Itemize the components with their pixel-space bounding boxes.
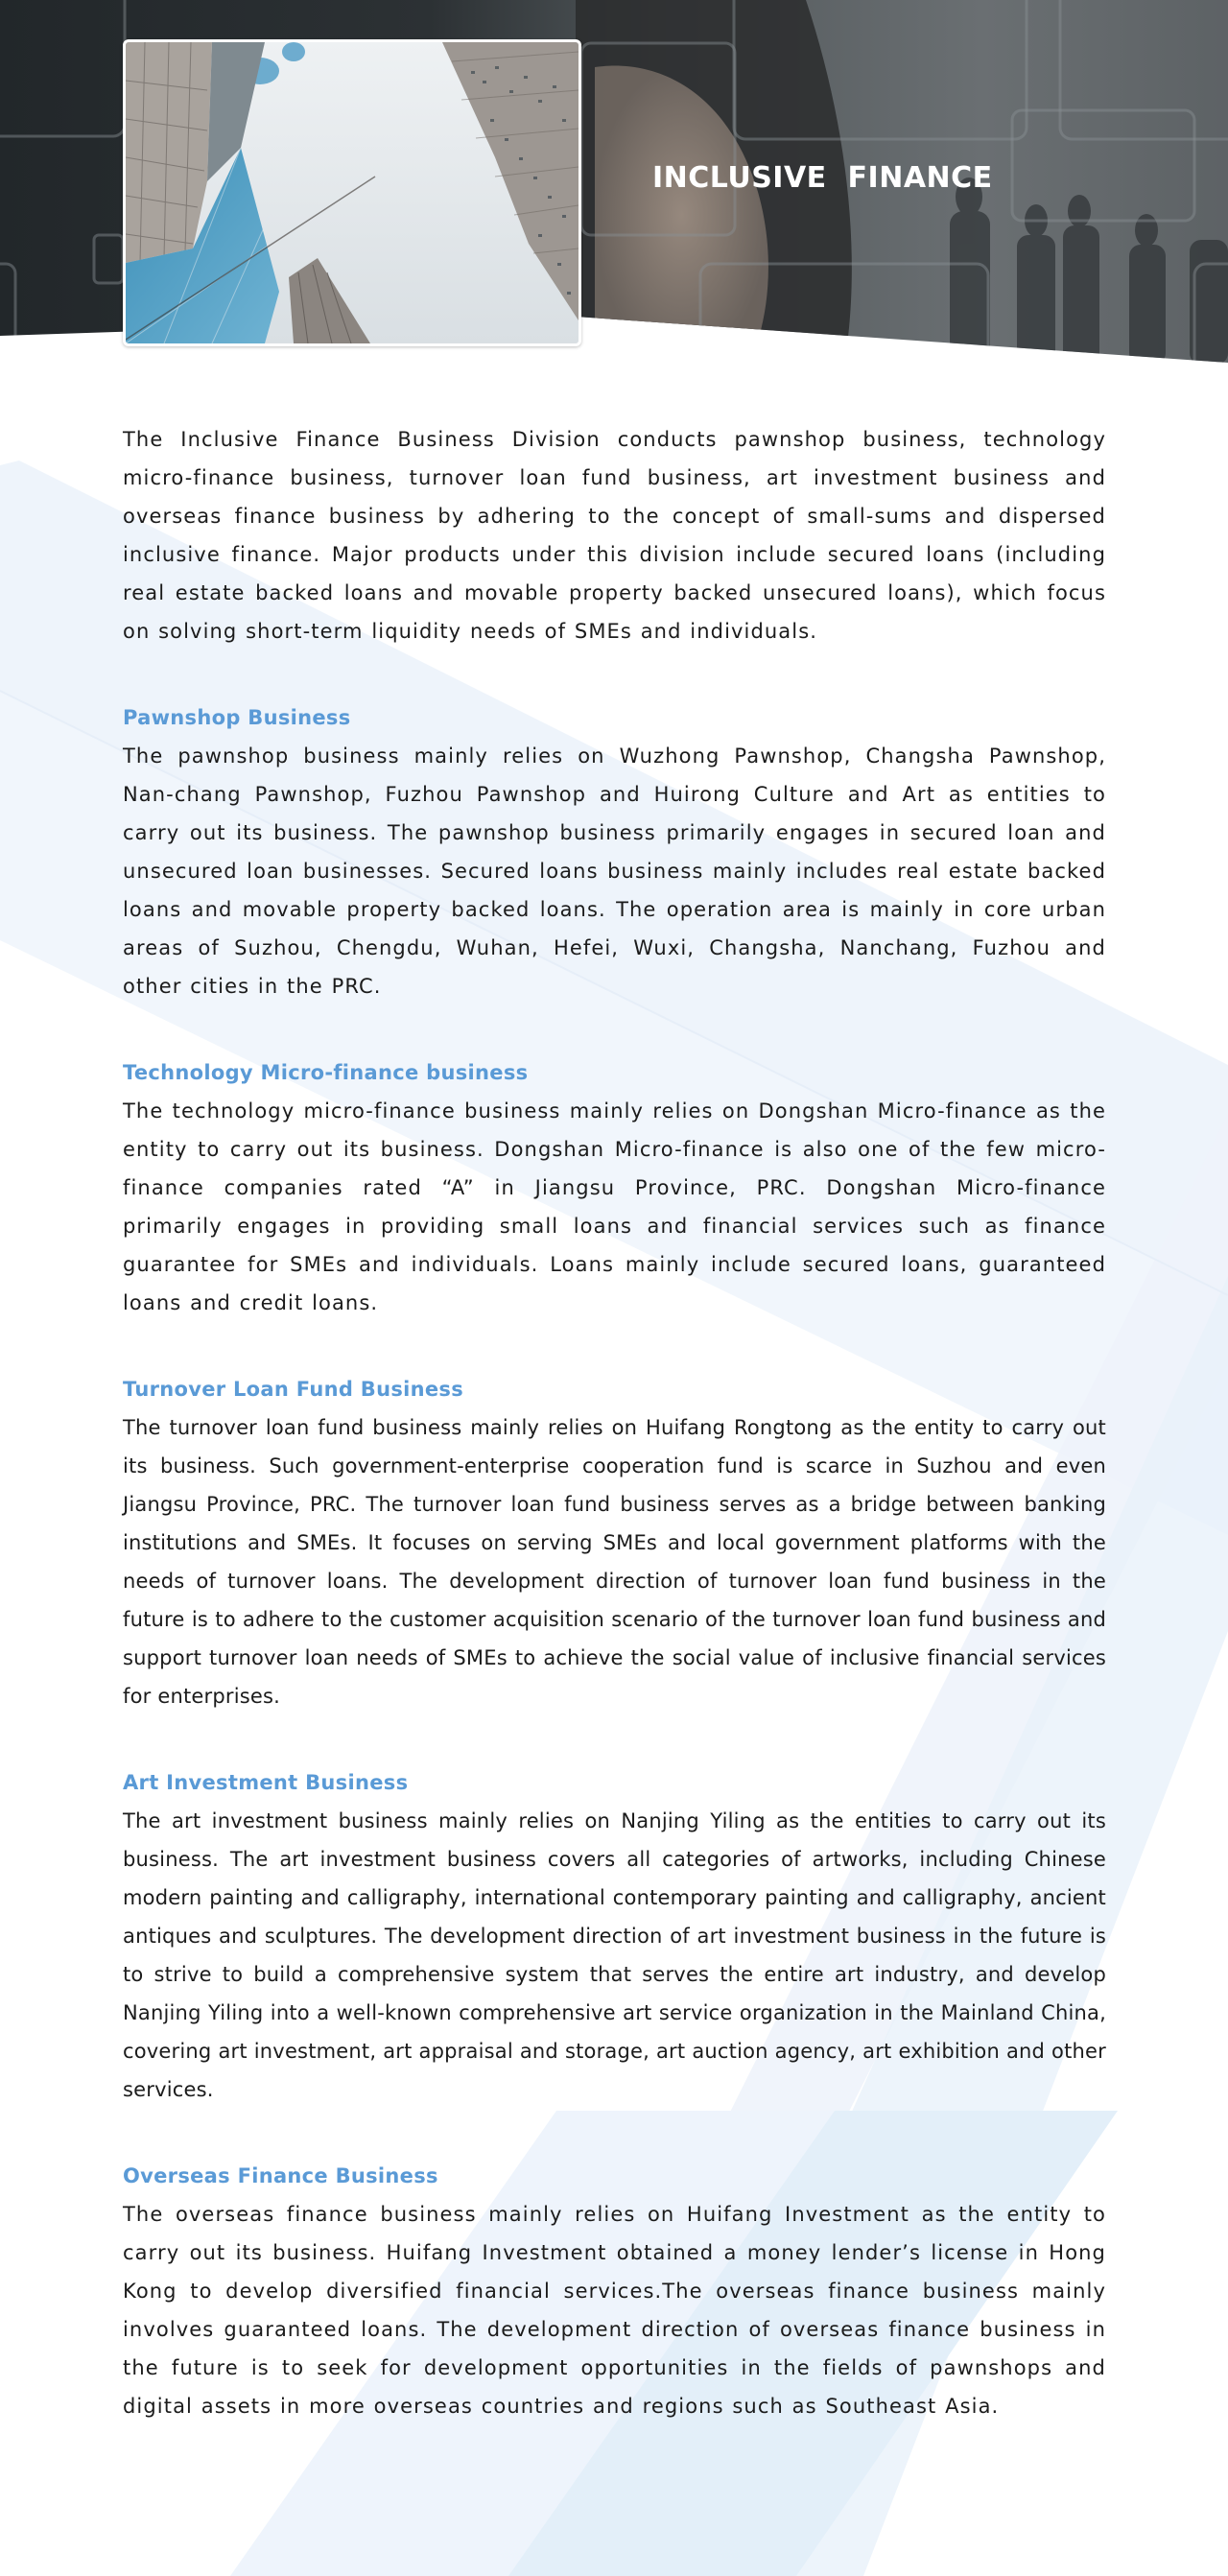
section-turnover-loan-fund bbox=[123, 1370, 1106, 1715]
main-content bbox=[123, 420, 1106, 2425]
section-title: Pawnshop Business bbox=[123, 706, 351, 729]
section-pawnshop bbox=[123, 698, 1106, 1005]
banner-title: INCLUSIVE FINANCE bbox=[652, 161, 993, 195]
intro-paragraph: The Inclusive Finance Business Division conducts pawnshop business, technology micro-finance business, turnover loan fund business, art investment business and overseas finance business by adhering to the concept of small-sums and dispersed inclusive finance. Major products under this division include secured loans (including real estate backed loans and movable property backed unsecured loans), which focus on solving short-term liquidity needs of SMEs and individuals. bbox=[123, 428, 1106, 643]
skyscrapers-photo-icon bbox=[126, 42, 579, 343]
skyscrapers-photo bbox=[123, 39, 581, 346]
section-overseas-finance bbox=[123, 2157, 1106, 2425]
section-title: Art Investment Business bbox=[123, 1771, 409, 1794]
section-body: The pawnshop business mainly relies on Wuzhong Pawnshop, Changsha Pawnshop, Nan-chang Pawnshop, Fuzhou Pawnshop and Huirong Culture and Art as entities to carry out its business. The pawnshop business primarily engages in secured loan and unsecured loan businesses. Secured loans business mainly includes real estate backed loans and movable property backed loans. The operation area is mainly in core urban areas of Suzhou, Chengdu, Wuhan, Hefei, Wuxi, Changsha, Nanchang, Fuzhou and other cities in the PRC. bbox=[123, 744, 1106, 998]
section-body: The overseas finance business mainly relies on Huifang Investment as the entity to carry out its business. Huifang Investment obtained a money lender’s license in Hong Kong to develop diversified financial services.The overseas finance business mainly involves guaranteed loans. The development direction of overseas finance business in the future is to seek for development opportunities in the fields of pawnshops and digital assets in more overseas countries and regions such as Southeast Asia. bbox=[123, 2203, 1106, 2418]
header-banner bbox=[0, 0, 1228, 365]
section-title: Turnover Loan Fund Business bbox=[123, 1378, 464, 1401]
section-art-investment bbox=[123, 1763, 1106, 2109]
section-body: The technology micro-finance business mainly relies on Dongshan Micro-finance as the entity to carry out its business. Dongshan Micro-finance is also one of the few micro-finance companies rated “A” in Jiangsu Province, PRC. Dongshan Micro-finance primarily engages in providing small loans and financial services such as finance guarantee for SMEs and individuals. Loans mainly include secured loans, guaranteed loans and credit loans. bbox=[123, 1099, 1106, 1314]
section-title: Technology Micro-finance business bbox=[123, 1061, 529, 1084]
section-technology-micro-finance bbox=[123, 1053, 1106, 1322]
section-body: The turnover loan fund business mainly relies on Huifang Rongtong as the entity to carry out its business. Such government-enterprise cooperation fund is scarce in Suzhou and even Jiangsu Province, PRC. The turnover loan fund business serves as a bridge between banking institutions and SMEs. It focuses on serving SMEs and local government platforms with the needs of turnover loans. The development direction of turnover loan fund business in the future is to adhere to the customer acquisition scenario of the turnover loan fund business and support turnover loan needs of SMEs to achieve the social value of inclusive financial services for enterprises. bbox=[123, 1416, 1106, 1708]
section-body: The art investment business mainly relies on Nanjing Yiling as the entities to carry out its business. The art investment business covers all categories of artworks, including Chinese modern painting and calligraphy, international contemporary painting and calligraphy, ancient antiques and sculptures. The development direction of art investment business in the future is to strive to build a comprehensive system that serves the entire art industry, and develop Nanjing Yiling into a well-known comprehensive art service organization in the Mainland China, covering art investment, art appraisal and storage, art auction agency, art exhibition and other services. bbox=[123, 1809, 1106, 2101]
section-title: Overseas Finance Business bbox=[123, 2164, 438, 2187]
